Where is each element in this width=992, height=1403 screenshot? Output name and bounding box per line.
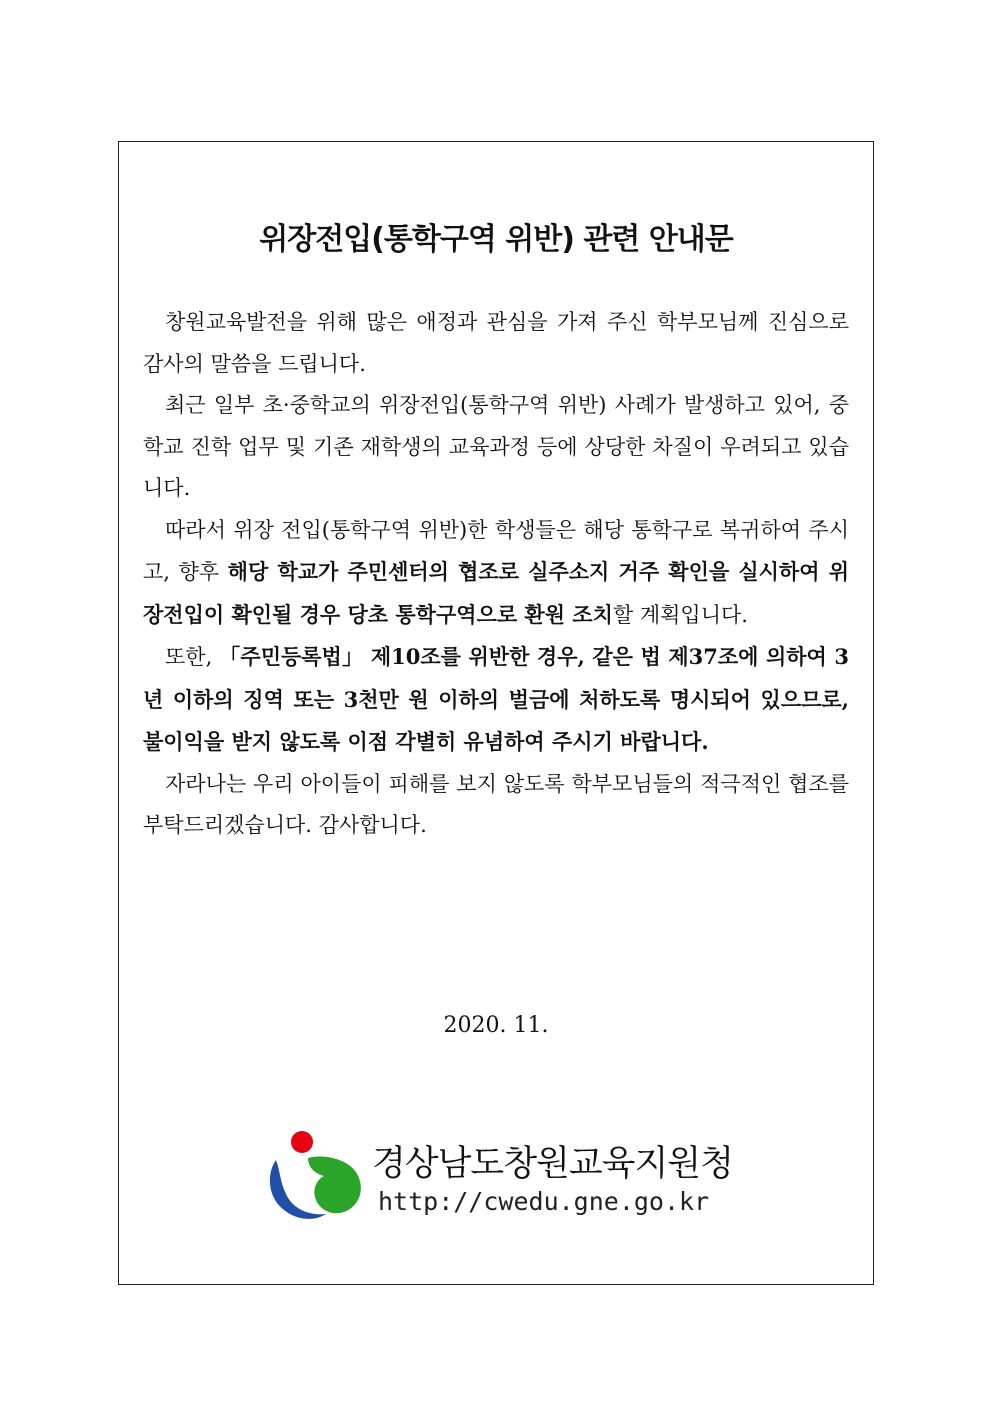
paragraph-greeting: 창원교육발전을 위해 많은 애정과 관심을 가져 주신 학부모님께 진심으로 감사의 말씀을 드립니다. (143, 310, 849, 376)
paragraph-legal-text-a: 또한, (165, 645, 220, 669)
paragraph-legal (143, 636, 849, 764)
document-date: 2020. 11. (443, 1013, 549, 1038)
notice-body (143, 302, 849, 847)
cwedu-logo-icon (262, 1130, 366, 1226)
document-title: 위장전입(통학구역 위반) 관련 안내문 (259, 222, 733, 257)
paragraph-legal-bold: 「주민등록법」 제10조를 위반한 경우, 같은 법 제37조에 의하여 3년 이하의 징역 또는 3천만 원 이하의 벌금에 처하도록 명시되어 있으므로, 불이익을 받지 않도록 이점 각별히 유념하여 주시기 바랍니다. (143, 644, 849, 754)
paragraph-closing: 자라나는 우리 아이들이 피해를 보지 않도록 학부모님들의 적극적인 협조를 부탁드리겠습니다. 감사합니다. (143, 771, 849, 837)
paragraph-request-text-b: 할 계획입니다. (612, 602, 748, 627)
paragraph-request (143, 510, 849, 637)
paragraph-request-bold: 해당 학교가 주민센터의 협조로 실주소지 거주 확인을 실시하여 위장전입이 확인될 경우 당초 통학구역으로 환원 조치 (143, 559, 849, 627)
paragraph-request-text-a: 따라서 위장 전입(통학구역 위반)한 학생들은 해당 통학구로 복귀하여 주시고, 향후 (143, 517, 849, 584)
org-name: 경상남도창원교육지원청 (372, 1144, 733, 1184)
org-url[interactable]: http://cwedu.gne.go.kr (378, 1187, 710, 1216)
paragraph-situation: 최근 일부 초·중학교의 위장전입(통학구역 위반) 사례가 발생하고 있어, 중학교 진학 업무 및 기존 재학생의 교육과정 등에 상당한 차질이 우려되고 있습니다. (143, 393, 849, 500)
